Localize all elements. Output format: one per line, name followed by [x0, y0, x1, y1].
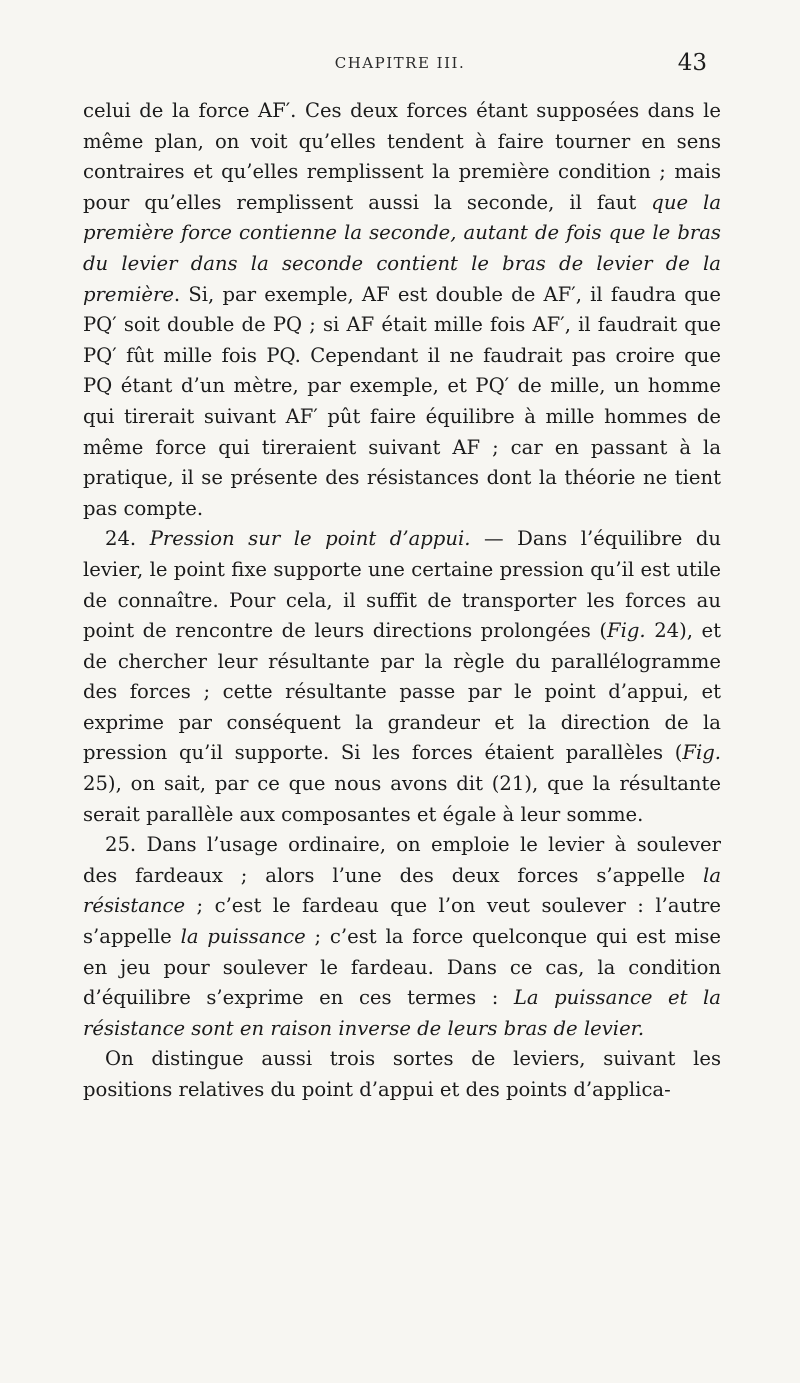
paragraph-continuation — [83, 96, 721, 524]
section-title: Pression sur le point d’appui. — [149, 527, 471, 551]
paragraph-lever-types — [83, 1044, 721, 1105]
text-span: 25. Dans l’usage ordinaire, on emploie le levier à soulever des fardeaux ; alors l’une des deux forces s’appelle — [83, 833, 721, 887]
italic-term: la puissance — [180, 925, 306, 949]
section-number: 24. — [105, 527, 150, 551]
chapter-heading: CHAPITRE III. — [334, 54, 466, 72]
paragraph-25 — [83, 830, 721, 1044]
italic-term: la résistance — [83, 863, 721, 918]
running-head — [0, 50, 800, 90]
text-span: ; c’est le fardeau que l’on veut soulever : l’autre s’appelle — [83, 894, 721, 949]
text-span: . Si, par exemple, AF est double de AF′, il faudra que PQ′ soit double de PQ ; si AF était mille fois AF′, il faudrait que PQ′ fût mille fois PQ. Cependant il ne faudrait pas croire que PQ étant d’un mètre, par exemple, et PQ′ de mille, un homme qui tirerait suivant AF′ pût faire équilibre à mille hommes de même force qui tireraient suivant AF ; car en passant à la pratique, il se présente des résistances dont la théorie ne tient pas compte. — [83, 282, 721, 520]
page-number: 43 — [677, 50, 707, 76]
text-span: 25), on sait, par ce que nous avons dit (21), que la résultante serait parallèle aux composantes et égale à leur somme. — [83, 772, 721, 826]
text-span: — Dans l’équilibre du levier, le point fixe supporte une certaine pression qu’il est utile de connaître. Pour cela, il suffit de transporter les forces au point de rencontre de leurs directions prolongées ( — [83, 527, 721, 643]
text-span: 24), et de chercher leur résultante par la règle du parallélogramme des forces ; cette résultante passe par le point d’appui, et exprime par conséquent la grandeur et la direction de la pression qu’il supporte. Si les forces étaient parallèles ( — [83, 619, 722, 765]
text-span: On distingue aussi trois sortes de leviers, suivant les positions relatives du point d’appui et des points d’applica- — [83, 1047, 721, 1101]
body-text — [83, 96, 721, 1106]
text-span: celui de la force AF′. Ces deux forces étant supposées dans le même plan, on voit qu’elles tendent à faire tourner en sens contraires et qu’elles remplissent la première condition ; mais pour qu’elles remplissent aussi la seconde, il faut — [83, 99, 721, 214]
italic-statement: La puissance et la résistance sont en raison inverse de leurs bras de levier. — [83, 986, 721, 1040]
paragraph-24 — [83, 524, 721, 830]
figure-reference: Fig. — [607, 619, 646, 643]
italic-span: que la première force contienne la seconde, autant de fois que le bras du levier dans la seconde contient le bras de levier de la première — [83, 190, 721, 306]
figure-reference: Fig. — [682, 741, 721, 765]
text-span: ; c’est la force quelconque qui est mise en jeu pour soulever le fardeau. Dans ce cas, la condition d’équilibre s’exprime en ces termes : — [83, 925, 721, 1010]
